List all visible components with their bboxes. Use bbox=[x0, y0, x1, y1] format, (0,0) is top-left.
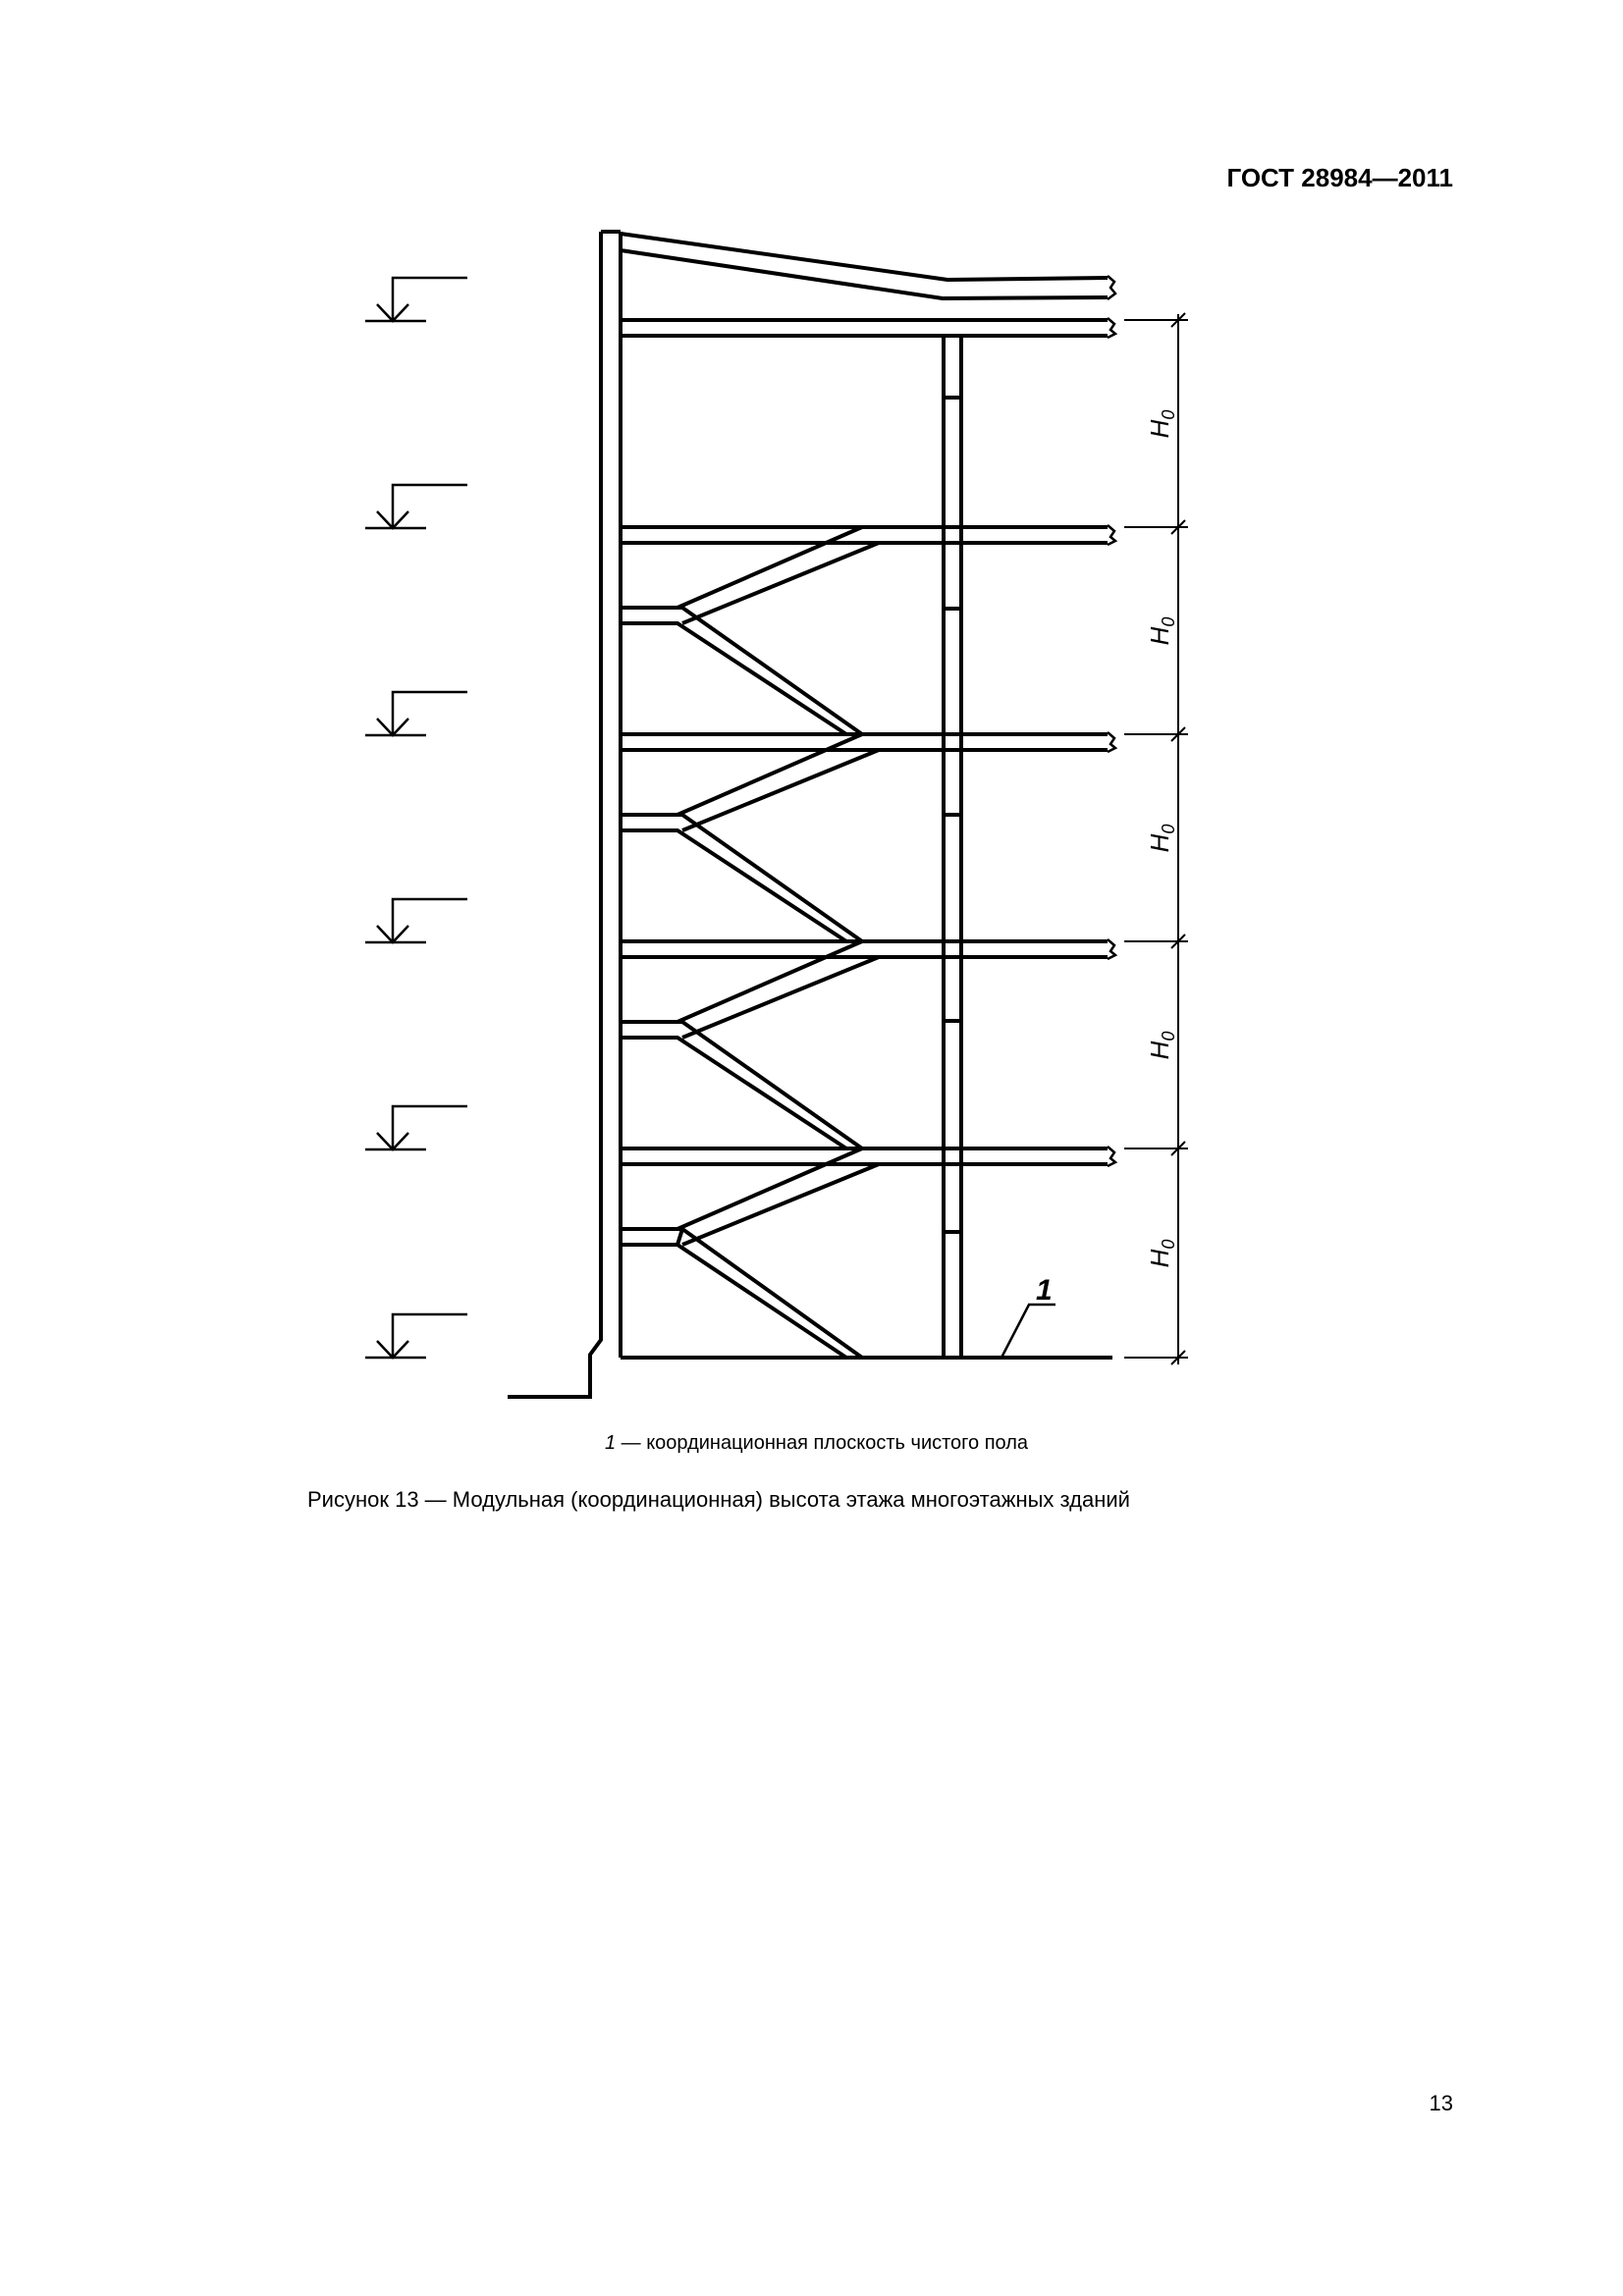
legend-text: — координационная плоскость чистого пола bbox=[616, 1432, 1029, 1454]
level-markers bbox=[365, 278, 467, 1358]
dimension-label-H0: $H_0$ bbox=[1145, 824, 1178, 853]
legend-number: 1 bbox=[604, 1432, 617, 1454]
callout-leader bbox=[1001, 1305, 1055, 1358]
figure-caption: Рисунок 13 — Модульная (координационная) высота этажа многоэтажных зданий bbox=[307, 1487, 1130, 1512]
column-ticks bbox=[944, 398, 961, 1232]
figure-legend bbox=[0, 1432, 1525, 1455]
roof-slab-upper bbox=[621, 234, 1108, 280]
dimension-label-H0: $H_0$ bbox=[1145, 1239, 1178, 1268]
page-number: 13 bbox=[1429, 2091, 1453, 2115]
document-header: ГОСТ 28984—2011 bbox=[1226, 163, 1453, 192]
floor-slabs bbox=[621, 320, 1108, 1164]
dimension-label-H0: $H_0$ bbox=[1145, 1031, 1178, 1060]
outer-wall bbox=[508, 232, 601, 1397]
callout-number: 1 bbox=[1036, 1274, 1053, 1307]
dimension-label-H0: $H_0$ bbox=[1145, 409, 1178, 439]
roof-slab-lower bbox=[621, 250, 1108, 298]
break-marks bbox=[1108, 276, 1115, 1166]
dimension-labels bbox=[1145, 410, 1178, 1268]
dimension-label-H0: $H_0$ bbox=[1145, 616, 1178, 646]
